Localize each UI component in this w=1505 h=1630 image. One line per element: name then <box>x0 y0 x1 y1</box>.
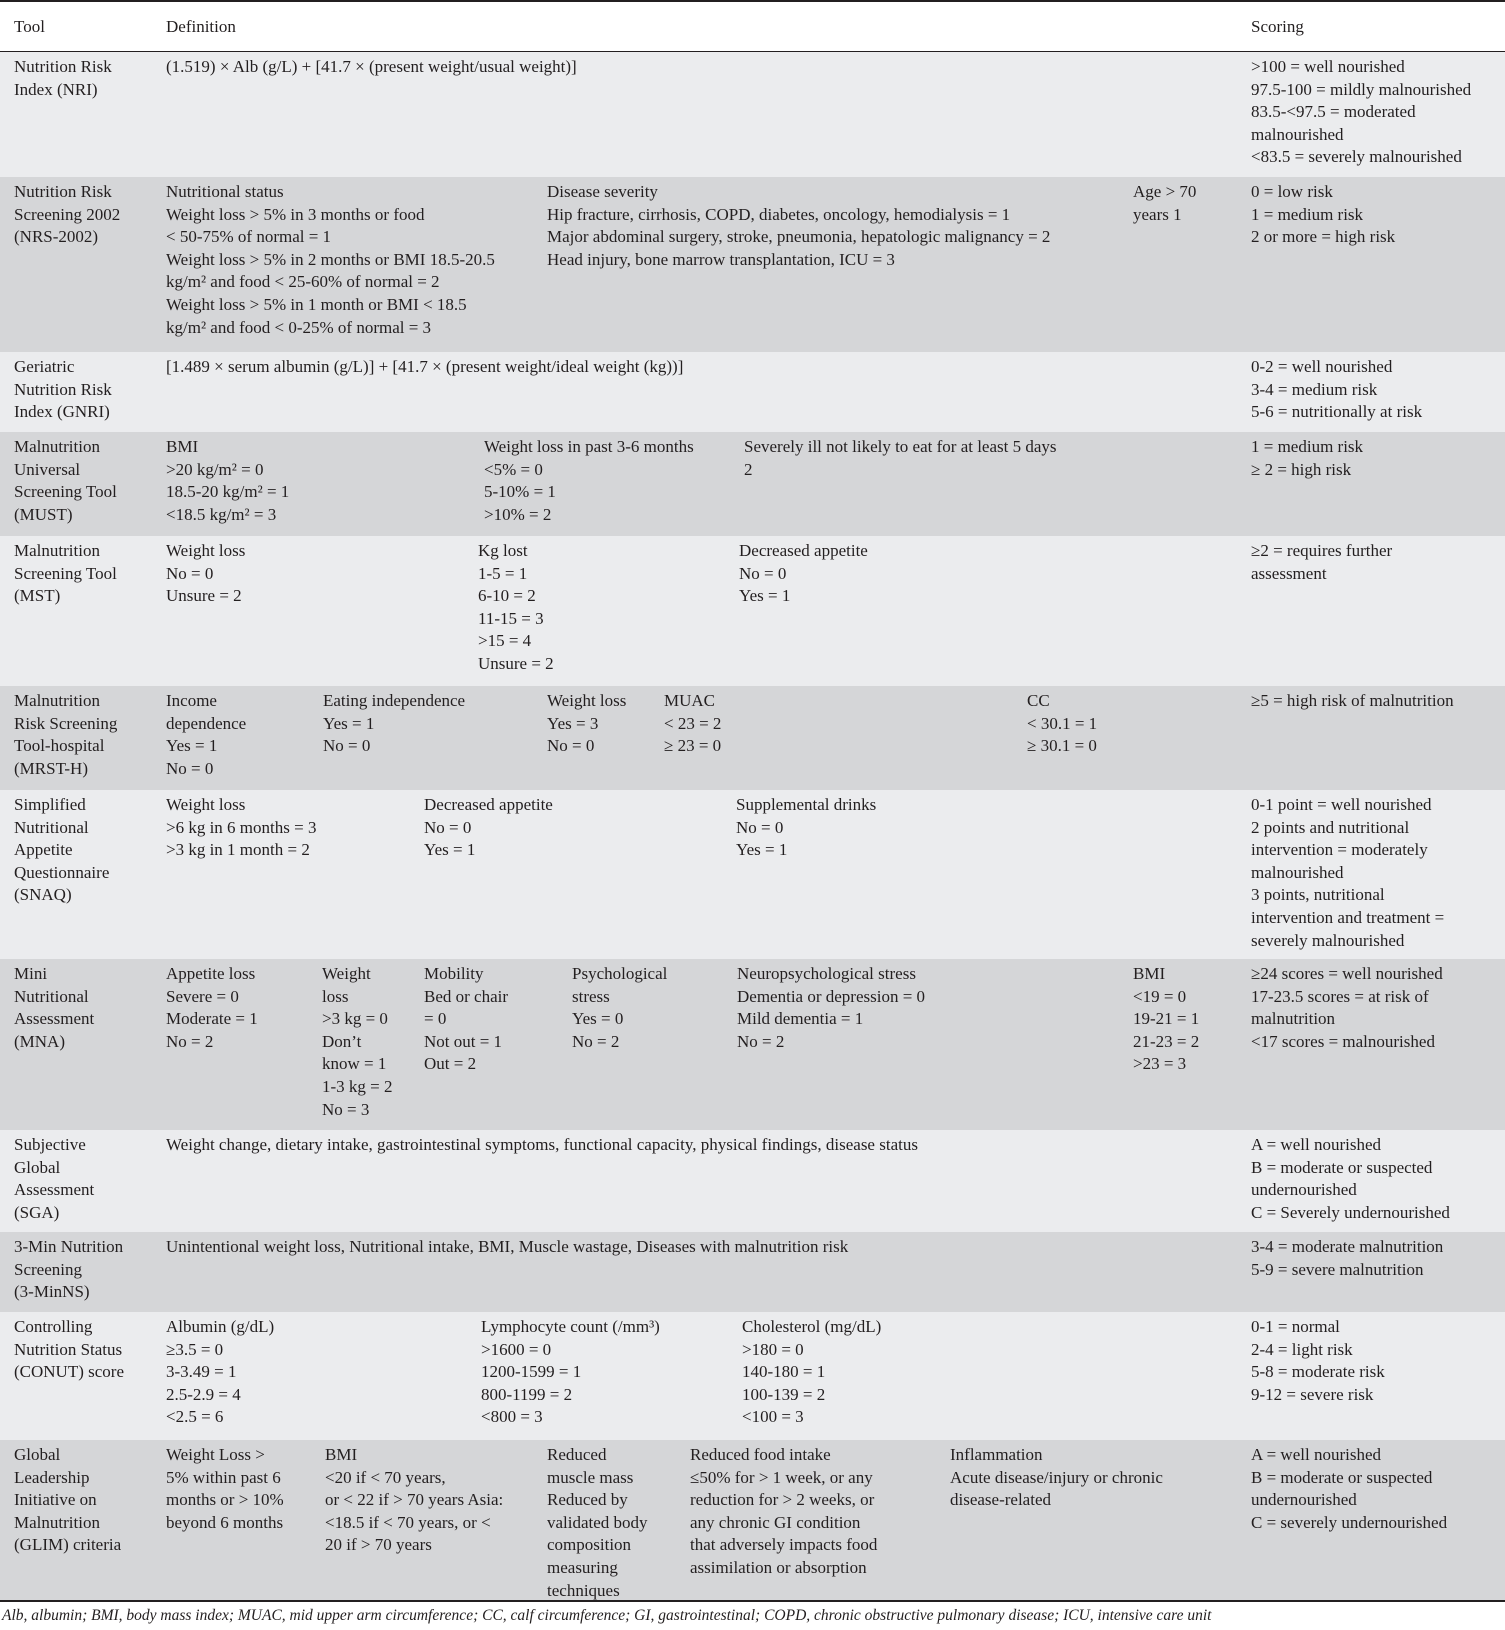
table-row-snaq <box>0 790 1505 959</box>
cell-line: <5% = 0 <box>484 459 543 479</box>
table-row-mst <box>0 536 1505 686</box>
cell-line: 97.5-100 = mildly malnourished <box>1251 79 1472 99</box>
cell-line: Index (NRI) <box>14 79 98 99</box>
cell-line: (MUST) <box>14 504 73 524</box>
cell-line: stress <box>572 986 610 1006</box>
cell-line: Mobility <box>424 964 484 983</box>
definition-text: Unintentional weight loss, Nutritional intake, BMI, Muscle wastage, Diseases with malnutrition risk <box>166 1237 849 1256</box>
cell-line: Tool-hospital <box>14 736 105 756</box>
cell-line: >3 kg in 1 month = 2 <box>166 840 310 860</box>
cell-line: Appetite <box>14 840 73 860</box>
cell-line: >1600 = 0 <box>481 1339 552 1359</box>
cell-line: No = 0 <box>736 817 784 837</box>
kg-lost-cell <box>478 540 554 676</box>
cell-line: BMI <box>325 1445 358 1464</box>
cell-line: 100-139 = 2 <box>742 1384 826 1404</box>
cell-line: Universal <box>14 459 81 479</box>
albumin-cell <box>166 1316 274 1429</box>
cell-line: <800 = 3 <box>481 1407 543 1427</box>
tool-cell <box>14 794 109 907</box>
cell-line: techniques <box>547 1580 620 1600</box>
cell-line: 18.5-20 kg/m² = 1 <box>166 482 290 502</box>
cell-line: Supplemental drinks <box>736 795 877 814</box>
decreased-appetite-cell <box>424 794 553 862</box>
weight-loss-cell <box>166 794 316 862</box>
cell-line: Moderate = 1 <box>166 1009 258 1029</box>
cell-line: Cholesterol (mg/dL) <box>742 1317 882 1336</box>
cell-line: Major abdominal surgery, stroke, pneumonia, hepatologic malignancy = 2 <box>547 227 1051 247</box>
cell-line: 9-12 = severe risk <box>1251 1384 1374 1404</box>
scoring-cell <box>1251 963 1443 1053</box>
cell-line: >15 = 4 <box>478 631 532 651</box>
cell-line: Yes = 1 <box>424 840 476 860</box>
cell-line: Weight Loss > <box>166 1445 265 1464</box>
cell-line: intervention = moderately <box>1251 840 1428 860</box>
cell-line: C = severely undernourished <box>1251 1512 1448 1532</box>
cell-line: Not out = 1 <box>424 1031 503 1051</box>
header-scoring: Scoring <box>1251 17 1304 36</box>
cell-line: Nutritional status <box>166 182 284 201</box>
table-footnote <box>0 1600 1505 1630</box>
cell-line: 0-1 = normal <box>1251 1317 1340 1336</box>
cell-line: Reduced by <box>547 1490 628 1510</box>
cell-line: 83.5-<97.5 = moderated <box>1251 102 1416 122</box>
cell-line: kg/m² and food < 25-60% of normal = 2 <box>166 272 440 292</box>
cell-line: Yes = 1 <box>739 586 791 606</box>
cell-line: 0 = low risk <box>1251 182 1333 201</box>
scoring-cell <box>1251 436 1363 481</box>
cc-cell <box>1027 690 1097 758</box>
cell-line: < 30.1 = 1 <box>1027 713 1098 733</box>
table-row-nrs-2002 <box>0 177 1505 352</box>
cell-line: 5-6 = nutritionally at risk <box>1251 402 1423 422</box>
weight-loss-cell <box>166 540 245 608</box>
scoring-cell <box>1251 1316 1385 1406</box>
cell-line: 800-1199 = 2 <box>481 1384 573 1404</box>
cell-line: Risk Screening <box>14 713 118 733</box>
cell-line: Income <box>166 691 217 710</box>
cell-line: Weight loss > 5% in 3 months or food <box>166 204 425 224</box>
cell-line: Eating independence <box>323 691 466 710</box>
table-row-gnri <box>0 352 1505 432</box>
cell-line: 2 points and nutritional <box>1251 817 1410 837</box>
cell-line: 2.5-2.9 = 4 <box>166 1384 241 1404</box>
cell-line: = 0 <box>424 1009 447 1029</box>
cell-line: Head injury, bone marrow transplantation, ICU = 3 <box>547 249 895 269</box>
cell-line: MUAC <box>664 691 716 710</box>
cell-line: A = well nourished <box>1251 1445 1381 1464</box>
decreased-appetite-cell <box>739 540 868 608</box>
cell-line: Screening <box>14 1259 82 1279</box>
cell-line: 5-10% = 1 <box>484 482 556 502</box>
eating-independence-cell <box>323 690 465 758</box>
cell-line: muscle mass <box>547 1467 634 1487</box>
cell-line: validated body <box>547 1512 648 1532</box>
table-row-mna <box>0 959 1505 1130</box>
cell-line: Global <box>14 1445 61 1464</box>
cell-line: <18.5 kg/m² = 3 <box>166 504 277 524</box>
cell-line: Weight <box>322 964 371 983</box>
cell-line: Neuropsychological stress <box>737 964 916 983</box>
cell-line: know = 1 <box>322 1054 387 1074</box>
cell-line: severely malnourished <box>1251 930 1405 950</box>
definition-text: [1.489 × serum albumin (g/L)] + [41.7 × (present weight/ideal weight (kg))] <box>166 357 684 376</box>
cell-line: Assessment <box>14 1180 95 1200</box>
cell-line: loss <box>322 986 349 1006</box>
cell-line: No = 0 <box>166 758 214 778</box>
cell-line: 1 = medium risk <box>1251 437 1364 456</box>
cell-line: (MRST-H) <box>14 758 88 778</box>
table-row-conut <box>0 1312 1505 1440</box>
cell-line: Decreased appetite <box>739 541 868 560</box>
cell-line: >10% = 2 <box>484 504 552 524</box>
cell-line: 1-5 = 1 <box>478 563 528 583</box>
cell-line: No = 0 <box>424 817 472 837</box>
cell-line: (CONUT) score <box>14 1362 124 1382</box>
cell-line: Unsure = 2 <box>166 586 242 606</box>
cell-line: beyond 6 months <box>166 1512 284 1532</box>
cell-line: Weight loss <box>547 691 627 710</box>
cell-line: Yes = 0 <box>572 1009 624 1029</box>
cell-line: 3-3.49 = 1 <box>166 1362 237 1382</box>
cell-line: (MNA) <box>14 1031 65 1051</box>
cell-line: Index (GNRI) <box>14 402 110 422</box>
cell-line: Bed or chair <box>424 986 509 1006</box>
supplemental-drinks-cell <box>736 794 876 862</box>
cell-line: 1200-1599 = 1 <box>481 1362 582 1382</box>
cell-line: years 1 <box>1133 204 1182 224</box>
tool-cell <box>14 356 112 424</box>
cell-line: <19 = 0 <box>1133 986 1187 1006</box>
weight-loss-cell <box>547 690 626 758</box>
muscle-mass-cell <box>547 1444 648 1602</box>
severely-ill-cell <box>744 436 1057 481</box>
cell-line: Weight loss <box>166 795 246 814</box>
definition-cell <box>166 56 577 79</box>
cell-line: Acute disease/injury or chronic <box>950 1467 1163 1487</box>
tool-cell <box>14 1444 121 1557</box>
cell-line: (SNAQ) <box>14 885 72 905</box>
cell-line: Out = 2 <box>424 1054 477 1074</box>
cholesterol-cell <box>742 1316 881 1429</box>
cell-line: 3-4 = moderate malnutrition <box>1251 1237 1444 1256</box>
cell-line: < 23 = 2 <box>664 713 722 733</box>
cell-line: Yes = 1 <box>736 840 788 860</box>
cell-line: ≥24 scores = well nourished <box>1251 964 1443 983</box>
cell-line: ≥2 = requires further <box>1251 541 1393 560</box>
scoring-cell <box>1251 1134 1450 1224</box>
cell-line: Appetite loss <box>166 964 256 983</box>
muac-cell <box>664 690 721 758</box>
lymphocyte-cell <box>481 1316 660 1429</box>
cell-line: Nutrition Status <box>14 1339 123 1359</box>
cell-line: Dementia or depression = 0 <box>737 986 926 1006</box>
scoring-cell <box>1251 794 1444 952</box>
inflammation-cell <box>950 1444 1163 1512</box>
cell-line: No = 3 <box>322 1099 370 1119</box>
appetite-loss-cell <box>166 963 258 1053</box>
cell-line: undernourished <box>1251 1180 1357 1200</box>
cell-line: >180 = 0 <box>742 1339 804 1359</box>
cell-line: >6 kg in 6 months = 3 <box>166 817 317 837</box>
cell-line: Weight loss in past 3-6 months <box>484 437 694 456</box>
header-tool: Tool <box>14 17 45 36</box>
tool-cell <box>14 56 112 101</box>
cell-line: Malnutrition <box>14 437 100 456</box>
cell-line: 6-10 = 2 <box>478 586 536 606</box>
nutritional-status-cell <box>166 181 495 339</box>
cell-line: A = well nourished <box>1251 1135 1381 1154</box>
cell-line: >3 kg = 0 <box>322 1009 388 1029</box>
cell-line: No = 0 <box>547 736 595 756</box>
cell-line: ≥ 2 = high risk <box>1251 459 1352 479</box>
cell-line: Weight loss <box>166 541 246 560</box>
cell-line: Yes = 3 <box>547 713 599 733</box>
tool-cell <box>14 1134 94 1224</box>
neuropsychological-stress-cell <box>737 963 925 1053</box>
cell-line: Don’t <box>322 1031 362 1051</box>
cell-line: <83.5 = severely malnourished <box>1251 147 1462 167</box>
cell-line: undernourished <box>1251 1490 1357 1510</box>
cell-line: >23 = 3 <box>1133 1054 1187 1074</box>
mobility-cell <box>424 963 508 1076</box>
cell-line: Nutritional <box>14 986 89 1006</box>
cell-line: Decreased appetite <box>424 795 553 814</box>
cell-line: Nutrition Risk <box>14 379 112 399</box>
tool-cell <box>14 436 117 526</box>
age-cell <box>1133 181 1196 226</box>
cell-line: 19-21 = 1 <box>1133 1009 1200 1029</box>
cell-line: Unsure = 2 <box>478 653 554 673</box>
cell-line: assessment <box>1251 563 1327 583</box>
tool-cell <box>14 540 117 608</box>
cell-line: Severe = 0 <box>166 986 239 1006</box>
scoring-cell <box>1251 1236 1443 1281</box>
cell-line: Malnutrition <box>14 691 100 710</box>
cell-line: Global <box>14 1157 61 1177</box>
cell-line: ≥3.5 = 0 <box>166 1339 224 1359</box>
scoring-cell <box>1251 56 1471 169</box>
cell-line: disease-related <box>950 1490 1051 1510</box>
table-row-sga <box>0 1130 1505 1232</box>
cell-line: assimilation or absorption <box>690 1557 867 1577</box>
cell-line: Nutrition Risk <box>14 57 112 76</box>
cell-line: Subjective <box>14 1135 86 1154</box>
cell-line: 3 points, nutritional <box>1251 885 1385 905</box>
cell-line: No = 0 <box>739 563 787 583</box>
food-intake-cell <box>690 1444 877 1580</box>
definition-text: Weight change, dietary intake, gastrointestinal symptoms, functional capacity, physical findings, disease status <box>166 1135 918 1154</box>
weight-loss-cell <box>166 1444 284 1534</box>
cell-line: (NRS-2002) <box>14 227 99 247</box>
definition-cell <box>166 1134 918 1157</box>
bmi-cell <box>1133 963 1199 1076</box>
cell-line: Controlling <box>14 1317 93 1336</box>
cell-line: (MST) <box>14 586 61 606</box>
cell-line: (3-MinNS) <box>14 1282 90 1302</box>
cell-line: months or > 10% <box>166 1490 284 1510</box>
cell-line: B = moderate or suspected <box>1251 1157 1433 1177</box>
tool-cell <box>14 690 117 780</box>
cell-line: Hip fracture, cirrhosis, COPD, diabetes, oncology, hemodialysis = 1 <box>547 204 1011 224</box>
cell-line: that adversely impacts food <box>690 1535 878 1555</box>
cell-line: Initiative on <box>14 1490 97 1510</box>
cell-line: <100 = 3 <box>742 1407 804 1427</box>
cell-line: intervention and treatment = <box>1251 907 1445 927</box>
table-row-mrst-h <box>0 686 1505 790</box>
cell-line: 2-4 = light risk <box>1251 1339 1353 1359</box>
cell-line: any chronic GI condition <box>690 1512 861 1532</box>
cell-line: (GLIM) criteria <box>14 1535 122 1555</box>
cell-line: 0-2 = well nourished <box>1251 357 1393 376</box>
cell-line: No = 0 <box>166 563 214 583</box>
cell-line: Psychological <box>572 964 668 983</box>
table-row-3-minns <box>0 1232 1505 1312</box>
cell-line: Nutritional <box>14 817 89 837</box>
scoring-cell <box>1251 356 1422 424</box>
cell-line: 2 or more = high risk <box>1251 227 1396 247</box>
cell-line: Questionnaire <box>14 862 110 882</box>
cell-line: reduction for > 2 weeks, or <box>690 1490 875 1510</box>
cell-line: <18.5 if < 70 years, or < <box>325 1512 491 1532</box>
cell-line: Screening Tool <box>14 563 117 583</box>
bmi-cell <box>166 436 289 526</box>
cell-line: <17 scores = malnourished <box>1251 1031 1435 1051</box>
cell-line: Inflammation <box>950 1445 1043 1464</box>
cell-line: B = moderate or suspected <box>1251 1467 1433 1487</box>
cell-line: No = 0 <box>323 736 371 756</box>
weight-loss-cell <box>484 436 694 526</box>
cell-line: ≥ 30.1 = 0 <box>1027 736 1097 756</box>
cell-line: >20 kg/m² = 0 <box>166 459 264 479</box>
cell-line: 17-23.5 scores = at risk of <box>1251 986 1429 1006</box>
cell-line: 5-9 = severe malnutrition <box>1251 1259 1424 1279</box>
cell-line: No = 2 <box>166 1031 214 1051</box>
cell-line: 1 = medium risk <box>1251 204 1364 224</box>
cell-line: C = Severely undernourished <box>1251 1202 1450 1222</box>
cell-line: Leadership <box>14 1467 90 1487</box>
cell-line: No = 2 <box>737 1031 785 1051</box>
scoring-cell <box>1251 1444 1447 1534</box>
scoring-cell <box>1251 181 1395 249</box>
cell-line: malnourished <box>1251 124 1344 144</box>
cell-line: Mini <box>14 964 48 983</box>
cell-line: Geriatric <box>14 357 75 376</box>
cell-line: Yes = 1 <box>323 713 375 733</box>
definition-text: (1.519) × Alb (g/L) + [41.7 × (present weight/usual weight)] <box>166 57 577 76</box>
footnote-text: Alb, albumin; BMI, body mass index; MUAC, mid upper arm circumference; CC, calf circumference; GI, gastrointestinal; COPD, chronic obstructive pulmonary disease; ICU, intensive care unit <box>2 1607 1212 1624</box>
cell-line: Assessment <box>14 1009 95 1029</box>
cell-line: Malnutrition <box>14 541 100 560</box>
cell-line: 3-Min Nutrition <box>14 1237 124 1256</box>
cell-line: 5-8 = moderate risk <box>1251 1362 1385 1382</box>
cell-line: 21-23 = 2 <box>1133 1031 1200 1051</box>
scoring-cell <box>1251 540 1392 585</box>
cell-line: kg/m² and food < 0-25% of normal = 3 <box>166 317 432 337</box>
bmi-cell <box>325 1444 503 1557</box>
cell-line: dependence <box>166 713 247 733</box>
cell-line: Nutrition Risk <box>14 182 112 201</box>
definition-cell <box>166 356 683 379</box>
cell-line: 2 <box>744 459 753 479</box>
cell-line: BMI <box>1133 964 1166 983</box>
cell-line: CC <box>1027 691 1050 710</box>
cell-line: or < 22 if > 70 years Asia: <box>325 1490 504 1510</box>
cell-line: (SGA) <box>14 1202 60 1222</box>
cell-line: ≤50% for > 1 week, or any <box>690 1467 873 1487</box>
cell-line: No = 2 <box>572 1031 620 1051</box>
cell-line: malnutrition <box>1251 1009 1336 1029</box>
cell-line: 20 if > 70 years <box>325 1535 432 1555</box>
cell-line: Reduced food intake <box>690 1445 831 1464</box>
disease-severity-cell <box>547 181 1050 271</box>
header-definition: Definition <box>166 17 236 36</box>
cell-line: Yes = 1 <box>166 736 218 756</box>
table-row-nri <box>0 52 1505 177</box>
cell-line: BMI <box>166 437 199 456</box>
cell-line: ≥5 = high risk of malnutrition <box>1251 691 1454 710</box>
cell-line: <2.5 = 6 <box>166 1407 224 1427</box>
cell-line: 11-15 = 3 <box>478 608 544 628</box>
cell-line: Severely ill not likely to eat for at least 5 days <box>744 437 1057 456</box>
psychological-stress-cell <box>572 963 667 1053</box>
cell-line: Kg lost <box>478 541 528 560</box>
cell-line: measuring <box>547 1557 618 1577</box>
tool-cell <box>14 963 94 1053</box>
income-dependence-cell <box>166 690 246 780</box>
tool-cell <box>14 181 120 249</box>
cell-line: ≥ 23 = 0 <box>664 736 722 756</box>
cell-line: 0-1 point = well nourished <box>1251 795 1432 814</box>
scoring-cell <box>1251 690 1454 713</box>
cell-line: Weight loss > 5% in 2 months or BMI 18.5-20.5 <box>166 249 495 269</box>
cell-line: 3-4 = medium risk <box>1251 379 1378 399</box>
cell-line: Simplified <box>14 795 86 814</box>
cell-line: <20 if < 70 years, <box>325 1467 446 1487</box>
weight-loss-cell <box>322 963 393 1121</box>
cell-line: >100 = well nourished <box>1251 57 1405 76</box>
cell-line: Weight loss > 5% in 1 month or BMI < 18.5 <box>166 294 467 314</box>
cell-line: composition <box>547 1535 632 1555</box>
cell-line: Reduced <box>547 1445 607 1464</box>
table-row-must <box>0 432 1505 536</box>
cell-line: Age > 70 <box>1133 182 1197 201</box>
cell-line: Screening 2002 <box>14 204 121 224</box>
cell-line: 5% within past 6 <box>166 1467 281 1487</box>
cell-line: malnourished <box>1251 862 1344 882</box>
tool-cell <box>14 1236 123 1304</box>
cell-line: Lymphocyte count (/mm³) <box>481 1317 660 1336</box>
cell-line: Mild dementia = 1 <box>737 1009 864 1029</box>
table-header <box>0 0 1505 52</box>
cell-line: Disease severity <box>547 182 658 201</box>
cell-line: < 50-75% of normal = 1 <box>166 227 332 247</box>
definition-cell <box>166 1236 848 1259</box>
cell-line: 1-3 kg = 2 <box>322 1076 393 1096</box>
cell-line: Malnutrition <box>14 1512 100 1532</box>
tool-cell <box>14 1316 124 1384</box>
cell-line: 140-180 = 1 <box>742 1362 826 1382</box>
table-row-glim <box>0 1440 1505 1600</box>
cell-line: Albumin (g/dL) <box>166 1317 275 1336</box>
cell-line: Screening Tool <box>14 482 117 502</box>
